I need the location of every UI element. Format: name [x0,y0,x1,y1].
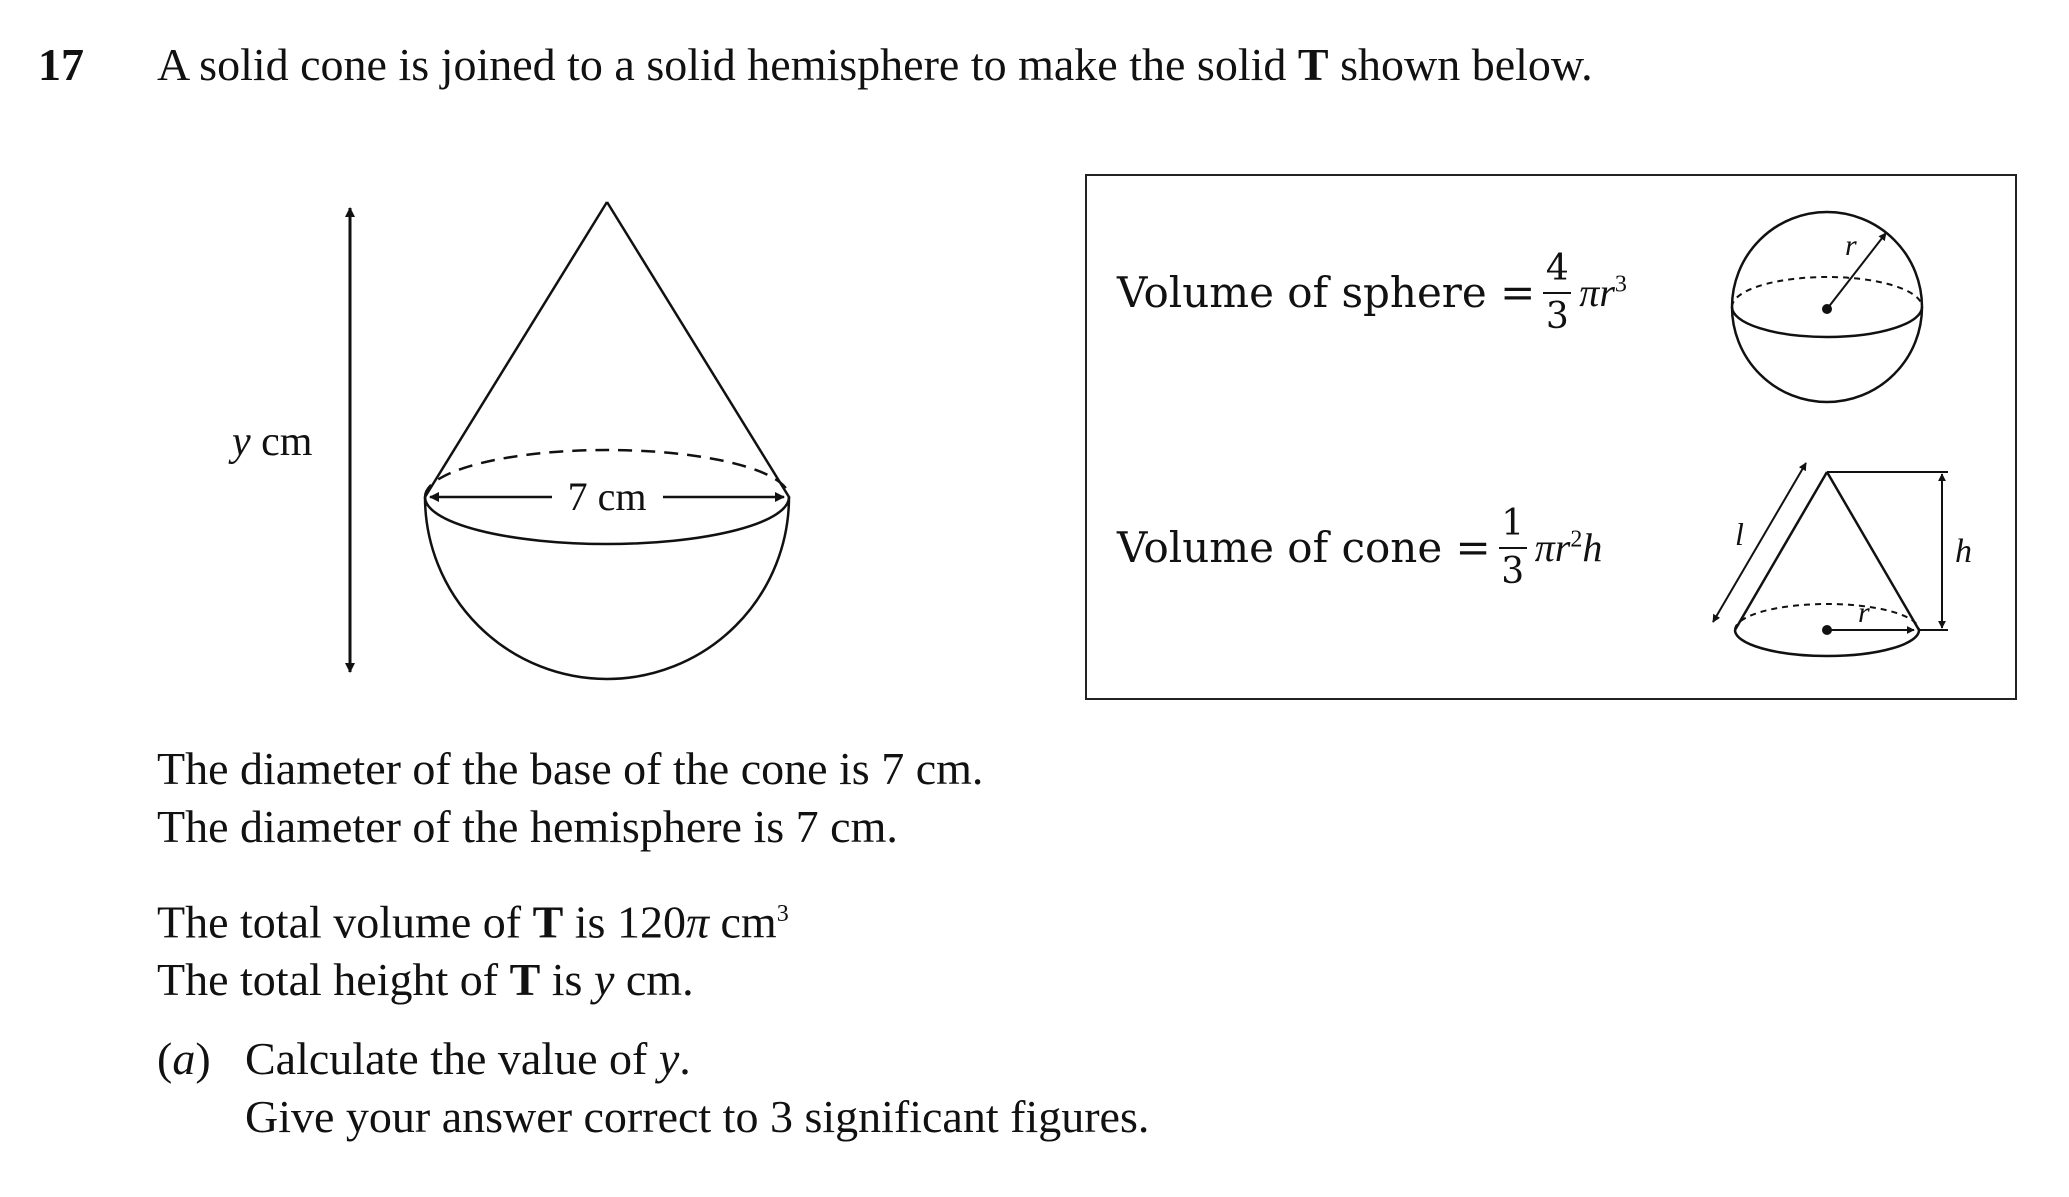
sphere-formula-rest: $\pi r^3$ [1579,270,1627,316]
slant-height-arrow [1713,463,1806,622]
info-line-total-height: The total height of T is y cm. [157,954,694,1006]
sphere-equator-back [1732,277,1922,307]
sphere-fraction-denominator: 3 [1545,295,1569,337]
diameter-label: 7 cm [567,474,647,519]
small-cone-left-edge [1735,472,1827,630]
small-cone-right-edge [1827,472,1919,630]
info-line-cone-diameter: The diameter of the base of the cone is 7 cm. [157,743,984,794]
cone-formula-rest: $\pi r^2h$ [1534,525,1603,571]
info-line-total-volume: The total volume of T is 120π $cm^3$ [157,896,789,948]
sphere-fraction-numerator: 4 [1545,248,1569,289]
intro-text-before: A solid cone is joined to a solid hemisphere to make the solid [157,39,1298,90]
cone-volume-label: Volume of cone = [1117,523,1491,573]
sphere-radius-label: r [1845,229,1857,262]
part-a-precision-note: Give your answer correct to 3 significant figures. [245,1091,1150,1142]
intro-text-after: shown below. [1328,39,1593,90]
slant-height-label: l [1735,516,1744,552]
question-number: 17 [38,39,84,90]
intro-solid-name: T [1297,39,1329,90]
perpendicular-height-label: h [1955,533,1972,570]
small-cone-radius-label: r [1858,596,1870,629]
info-line-hemisphere-diameter: The diameter of the hemisphere is 7 cm. [157,801,898,852]
info-paragraph-2 [157,885,789,1009]
cone-fraction-numerator: 1 [1501,503,1525,544]
part-a-label: (a) [157,1033,211,1084]
cone-fraction-denominator: 3 [1501,550,1525,592]
part-a-instruction: Calculate the value of y. [245,1033,691,1084]
sphere-volume-label: Volume of sphere = [1117,268,1536,318]
height-label: y cm [232,419,313,465]
part-a-text [245,1030,1149,1146]
info-paragraph-1 [157,740,983,856]
